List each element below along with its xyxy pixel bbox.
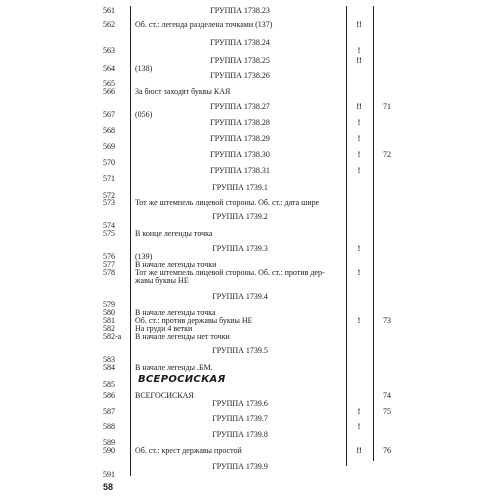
group-heading: ГРУППА 1738.27 (210, 102, 270, 111)
rarity-mark: ! (357, 244, 361, 253)
group-heading: ГРУППА 1738.25 (210, 56, 270, 65)
row-number: 563 (103, 46, 115, 55)
row-number: 581 (103, 316, 115, 325)
row-number: 562 (103, 20, 115, 29)
row-number: 584 (103, 363, 115, 372)
rarity-mark: !! (356, 56, 362, 65)
row-number: 579 (103, 300, 115, 309)
row-description: В конце легенды точка (135, 229, 213, 238)
row-description: ВСЕГОСИСКАЯ (135, 391, 194, 400)
group-heading: ГРУППА 1738.24 (210, 38, 270, 47)
page-number: 58 (103, 482, 114, 492)
reference-number: 72 (383, 150, 391, 159)
rarity-mark: ! (357, 407, 361, 416)
row-number: 578 (103, 268, 115, 277)
group-heading: ГРУППА 1739.5 (212, 346, 268, 355)
row-description: жавы буквы НЕ (135, 276, 189, 285)
row-description: (139) (135, 252, 153, 261)
group-heading: ГРУППА 1739.2 (212, 212, 268, 221)
row-number: 561 (103, 6, 115, 15)
row-number: 590 (103, 446, 115, 455)
group-heading: ГРУППА 1739.6 (212, 399, 268, 408)
row-description: В начале легенды точка (135, 308, 216, 317)
row-number: 573 (103, 198, 115, 207)
row-description: Об. ст.: крест державы простой (135, 446, 242, 455)
row-description: В начале легенды нет точки (135, 332, 230, 341)
row-number: 580 (103, 308, 115, 317)
reference-number: 71 (383, 102, 391, 111)
group-heading: ГРУППА 1738.28 (210, 118, 270, 127)
reference-number: 74 (383, 391, 391, 400)
group-heading: ГРУППА 1738.26 (210, 71, 270, 80)
reference-number: 73 (383, 316, 391, 325)
row-number: 575 (103, 229, 115, 238)
row-number: 569 (103, 142, 115, 151)
rarity-mark: ! (357, 134, 361, 143)
rarity-mark: ! (357, 118, 361, 127)
group-heading: ГРУППА 1738.29 (210, 134, 270, 143)
reference-number: 75 (383, 407, 391, 416)
row-number: 565 (103, 79, 115, 88)
rarity-mark: ! (357, 316, 361, 325)
rarity-mark: ! (357, 268, 361, 277)
row-number: 591 (103, 470, 115, 479)
group-heading: ГРУППА 1739.4 (212, 292, 268, 301)
row-number: 571 (103, 174, 115, 183)
row-description: (056) (135, 110, 153, 119)
group-heading: ГРУППА 1738.31 (210, 166, 270, 175)
rarity-mark: ! (357, 422, 361, 431)
rarity-mark: !! (356, 446, 362, 455)
row-description: Об. ст.: легенда разделена точками (137) (135, 20, 273, 29)
group-heading: ГРУППА 1739.7 (212, 414, 268, 423)
group-heading: ГРУППА 1739.9 (212, 462, 268, 471)
row-number: 564 (103, 64, 115, 73)
rarity-mark: !! (356, 102, 362, 111)
row-description: Тот же штемпель лицевой стороны. Об. ст.: дата шире (135, 198, 320, 207)
row-number: 582 (103, 324, 115, 333)
row-number: 566 (103, 87, 115, 96)
group-heading: ГРУППА 1739.1 (212, 183, 268, 192)
row-description: В начале легенды точки (135, 260, 217, 269)
row-number: 567 (103, 110, 115, 119)
group-heading: ГРУППА 1739.3 (212, 244, 268, 253)
row-number: 585 (103, 380, 115, 389)
row-number: 572 (103, 191, 115, 200)
column-divider-marks (346, 6, 347, 466)
reference-number: 76 (383, 446, 391, 455)
column-divider-left (130, 6, 131, 476)
row-number: 582-а (103, 332, 122, 341)
rarity-mark: ! (357, 46, 361, 55)
rarity-mark: ! (357, 166, 361, 175)
row-description: На груди 4 ветки (135, 324, 193, 333)
group-heading: ГРУППА 1738.23 (210, 6, 270, 15)
row-number: 589 (103, 438, 115, 447)
row-description: За бюст заходят буквы КАЯ (135, 87, 231, 96)
row-description: Тот же штемпель лицевой стороны. Об. ст.: против дер- (135, 268, 325, 277)
column-divider-refs (373, 6, 374, 461)
handwritten-annotation: ВСЕРОСИСКАЯ (138, 374, 226, 385)
row-number: 576 (103, 252, 115, 261)
row-description: Об. ст.: против державы буквы НЕ (135, 316, 253, 325)
group-heading: ГРУППА 1738.30 (210, 150, 270, 159)
row-number: 570 (103, 158, 115, 167)
row-number: 586 (103, 391, 115, 400)
row-description: В начале легенды .БМ. (135, 363, 213, 372)
row-number: 583 (103, 355, 115, 364)
row-number: 577 (103, 260, 115, 269)
row-number: 587 (103, 407, 115, 416)
row-number: 588 (103, 422, 115, 431)
group-heading: ГРУППА 1739.8 (212, 430, 268, 439)
row-description: (138) (135, 64, 153, 73)
rarity-mark: !! (356, 20, 362, 29)
row-number: 574 (103, 221, 115, 230)
rarity-mark: ! (357, 150, 361, 159)
row-number: 568 (103, 126, 115, 135)
